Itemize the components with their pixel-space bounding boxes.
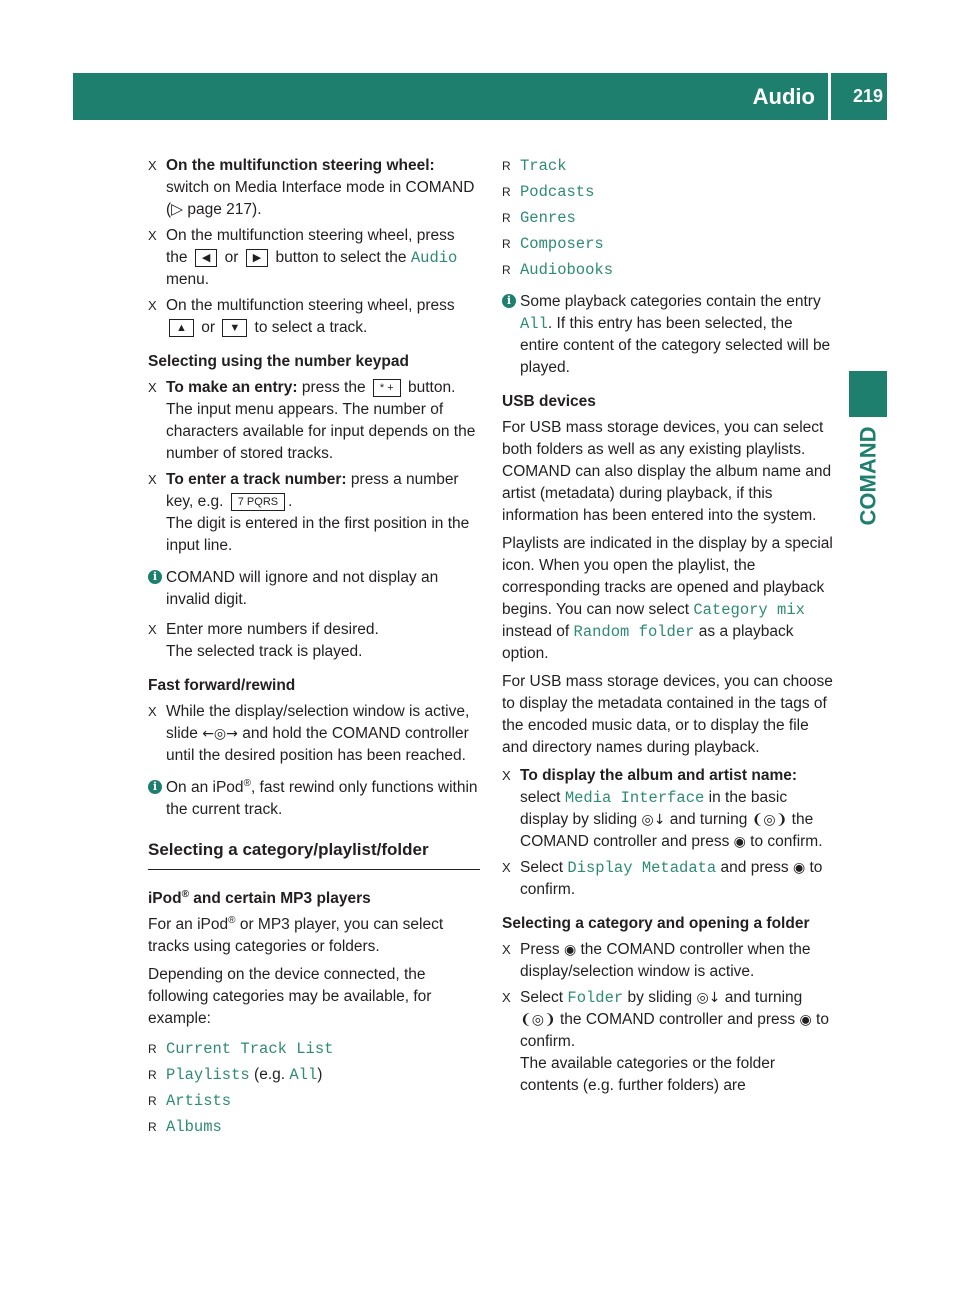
step-text: The available categories or the folder contents (e.g. further folders) are — [520, 1055, 776, 1094]
step-arrow-icon: X — [148, 472, 157, 487]
paragraph: Depending on the device connected, the following categories may be available, for example: — [148, 966, 432, 1027]
press-controller-icon: ◉ — [799, 1012, 812, 1028]
instruction-step — [148, 295, 480, 339]
step-text: Select — [520, 859, 564, 876]
step-text: Select — [520, 989, 564, 1006]
category-term: All — [289, 1066, 318, 1084]
bullet-icon: R — [502, 237, 511, 251]
info-text: COMAND will ignore and not display an invalid digit. — [166, 569, 439, 608]
paragraph — [148, 914, 480, 958]
step-text: While the display/selection window is active, slide — [166, 703, 470, 742]
list-text: ) — [317, 1066, 323, 1083]
list-item — [502, 207, 834, 229]
step-text: select — [520, 789, 561, 806]
instruction-step — [502, 857, 834, 901]
press-controller-icon: ◉ — [563, 942, 577, 958]
step-text: press a number key, e.g. — [166, 471, 459, 510]
step-text: by sliding — [627, 989, 693, 1006]
step-arrow-icon: X — [502, 768, 511, 783]
step-text: and turning — [669, 811, 748, 828]
info-text: Some playback categories contain the entry — [520, 293, 821, 310]
category-term: Track — [520, 157, 567, 175]
turn-controller-icon: ❨◎❩ — [751, 812, 788, 828]
step-text: button to select the — [275, 249, 407, 266]
bullet-icon: R — [502, 211, 511, 225]
list-item — [502, 233, 834, 255]
step-text: menu. — [166, 271, 210, 288]
list-item — [502, 155, 834, 177]
info-icon: i — [148, 780, 162, 794]
instruction-step — [148, 469, 480, 557]
heading-text: and certain MP3 players — [188, 890, 371, 907]
step-arrow-icon: X — [148, 380, 157, 395]
step-text: On the multifunction steering wheel, press — [166, 297, 455, 314]
bullet-icon: R — [502, 263, 511, 277]
info-text: On an iPod — [166, 779, 244, 796]
step-text: The input menu appears. The number of characters available for input depends on the number of stored tracks. — [166, 401, 476, 462]
right-column — [502, 155, 834, 1101]
step-arrow-icon: X — [148, 704, 157, 719]
left-column — [148, 155, 480, 1142]
step-lead: On the multifunction steering wheel: — [166, 157, 435, 174]
list-item — [148, 1064, 480, 1086]
step-text: the COMAND controller and press — [520, 811, 814, 850]
step-text: . — [288, 493, 293, 510]
option-term: Random folder — [573, 623, 695, 641]
category-term: All — [520, 315, 548, 333]
section-heading: Selecting using the number keypad — [148, 353, 409, 370]
side-label-text: COMAND — [855, 426, 880, 526]
step-text: to confirm. — [520, 1011, 829, 1050]
list-item — [148, 1090, 480, 1112]
step-text: to confirm. — [520, 859, 823, 898]
section-heading: Fast forward/rewind — [148, 677, 296, 694]
section-heading: Selecting a category/playlist/folder — [148, 839, 480, 870]
paragraph-text: or MP3 player, you can select tracks using categories or folders. — [148, 916, 444, 955]
category-term: Albums — [166, 1118, 222, 1136]
side-label — [849, 420, 887, 532]
header-title: Audio — [752, 84, 815, 109]
instruction-step — [148, 701, 480, 767]
step-text: and turning — [724, 989, 803, 1006]
section-heading: USB devices — [502, 393, 596, 410]
instruction-step — [148, 377, 480, 465]
category-term: Artists — [166, 1092, 232, 1110]
list-item — [148, 1116, 480, 1138]
side-tab — [849, 371, 887, 417]
bullet-icon: R — [148, 1068, 157, 1082]
bullet-icon: R — [502, 185, 511, 199]
paragraph-text: Playlists are indicated in the display by a special icon. When you open the playlist, the corresponding tracks are opened and playback begins. You can now select — [502, 535, 833, 618]
step-arrow-icon: X — [502, 860, 511, 875]
list-item — [502, 181, 834, 203]
step-text: The digit is entered in the first position in the input line. — [166, 515, 470, 554]
step-text: switch on Media Interface mode in COMAND (▷ page 217). — [166, 179, 475, 218]
bullet-icon: R — [148, 1094, 157, 1108]
step-text: Press — [520, 941, 560, 958]
paragraph: For USB mass storage devices, you can select both folders as well as any existing playlists. COMAND can also display the album name and artist (metadata) during playback, if this information has been entered into the system. — [502, 419, 832, 524]
category-term: Genres — [520, 209, 576, 227]
info-text: . If this entry has been selected, the entire content of the category selected will be played. — [520, 315, 831, 376]
step-arrow-icon: X — [502, 942, 511, 957]
instruction-step — [502, 987, 834, 1097]
paragraph-text: instead of — [502, 623, 570, 640]
info-icon: i — [148, 570, 162, 584]
step-text: or — [224, 249, 239, 266]
category-term: Composers — [520, 235, 604, 253]
info-text: , fast rewind only functions within the current track. — [166, 779, 478, 818]
section-heading: Selecting a category and opening a folder — [502, 915, 810, 932]
registered-mark: ® — [181, 888, 189, 900]
step-text: in the basic display by sliding — [520, 789, 788, 828]
instruction-step — [502, 939, 834, 983]
step-text: press the — [301, 379, 366, 396]
paragraph-text: as a playback option. — [502, 623, 794, 662]
info-note — [148, 567, 480, 611]
seven-key-icon: 7 PQRS — [231, 493, 285, 511]
slide-left-right-icon: ←◎→ — [202, 726, 238, 742]
step-text: to select a track. — [254, 319, 368, 336]
step-lead: To make an entry: — [166, 379, 298, 396]
step-text: button. — [407, 379, 456, 396]
option-term: Category mix — [693, 601, 805, 619]
step-arrow-icon: X — [148, 158, 157, 173]
turn-controller-icon: ❨◎❩ — [520, 1012, 556, 1028]
down-key-icon: ▼ — [222, 319, 247, 337]
category-term: Audiobooks — [520, 261, 614, 279]
heading-text: iPod — [148, 890, 182, 907]
step-lead: To enter a track number: — [166, 471, 347, 488]
step-arrow-icon: X — [148, 228, 157, 243]
step-arrow-icon: X — [148, 298, 157, 313]
press-controller-icon: ◉ — [792, 860, 806, 876]
registered-mark: ® — [243, 777, 251, 789]
bullet-icon: R — [148, 1042, 157, 1056]
paragraph-text: For an iPod — [148, 916, 229, 933]
category-list — [502, 155, 834, 281]
info-note — [502, 291, 834, 379]
info-icon: i — [502, 294, 516, 308]
list-text: (e.g. — [254, 1066, 286, 1083]
step-text: and hold the COMAND controller until the desired position has been reached. — [166, 725, 469, 764]
list-item — [148, 1038, 480, 1060]
step-text: to confirm. — [750, 833, 823, 850]
step-text: the COMAND controller when the display/selection window is active. — [520, 941, 811, 980]
slide-down-icon: ◎↓ — [641, 812, 666, 828]
up-key-icon: ▲ — [169, 319, 194, 337]
page-number: 219 — [852, 86, 883, 106]
right-key-icon: ▶ — [246, 249, 268, 267]
bullet-icon: R — [148, 1120, 157, 1134]
category-term: Playlists — [166, 1066, 250, 1084]
header-bar — [73, 73, 887, 120]
subsection-heading — [148, 888, 480, 910]
paragraph: For USB mass storage devices, you can choose to display the metadata contained in the tags of the encoded music data, or to display the file and directory names during playback. — [502, 673, 833, 756]
step-text: The selected track is played. — [166, 643, 363, 660]
step-text: On the multifunction steering wheel, press the — [166, 227, 455, 266]
step-arrow-icon: X — [148, 622, 157, 637]
category-list — [148, 1038, 480, 1138]
category-term: Podcasts — [520, 183, 595, 201]
menu-term: Audio — [410, 249, 458, 267]
slide-down-icon: ◎↓ — [696, 990, 721, 1006]
registered-mark: ® — [228, 914, 236, 926]
menu-term: Media Interface — [564, 789, 705, 807]
header-divider — [828, 73, 831, 120]
instruction-step — [148, 225, 480, 291]
bullet-icon: R — [502, 159, 511, 173]
paragraph — [502, 533, 834, 665]
info-note — [148, 777, 480, 821]
step-lead: To display the album and artist name: — [520, 767, 798, 784]
menu-term: Display Metadata — [567, 859, 717, 877]
step-text: Enter more numbers if desired. — [166, 621, 379, 638]
press-controller-icon: ◉ — [733, 834, 746, 850]
menu-term: Folder — [567, 989, 624, 1007]
step-arrow-icon: X — [502, 990, 511, 1005]
step-text: the COMAND controller and press — [560, 1011, 796, 1028]
step-text: or — [201, 319, 215, 336]
instruction-step — [148, 619, 480, 663]
step-text: and press — [720, 859, 789, 876]
list-item — [502, 259, 834, 281]
left-key-icon: ◀ — [195, 249, 217, 267]
instruction-step — [148, 155, 480, 221]
star-key-icon: * + — [373, 379, 401, 397]
category-term: Current Track List — [166, 1040, 334, 1058]
instruction-step — [502, 765, 834, 853]
